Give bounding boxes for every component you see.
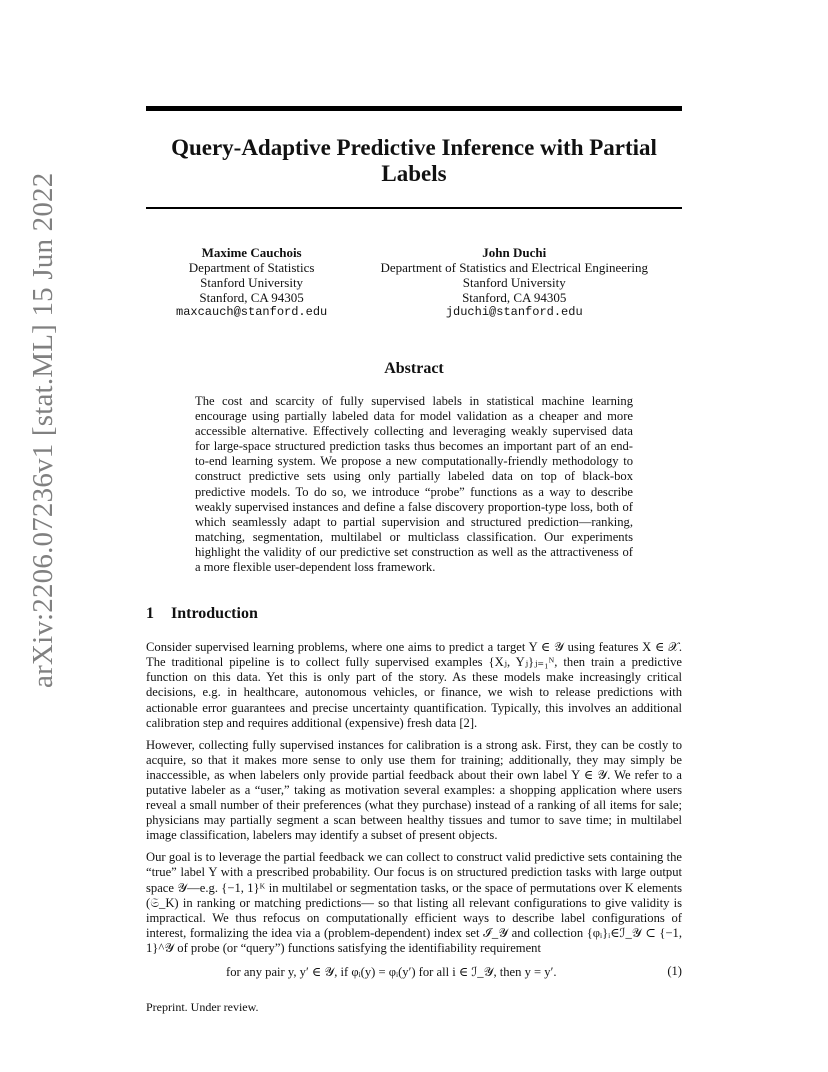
- author-university: Stanford University: [462, 275, 566, 290]
- equation-1: [146, 964, 682, 982]
- paper-title: Query-Adaptive Predictive Inference with Partial Labels: [171, 135, 657, 186]
- author-name: Maxime Cauchois: [201, 245, 302, 260]
- author-city: Stanford, CA 94305: [462, 290, 567, 305]
- equation-number: (1): [667, 964, 682, 978]
- author-2: [381, 245, 649, 320]
- author-1: [176, 245, 327, 320]
- intro-paragraph-3: Our goal is to leverage the partial feedback we can collect to construct valid predictive sets containing the “true” label Y with a prescribed probability. Our focus is on structured prediction tasks with large output space 𝒴—e.g. {−1, 1}ᴷ in multilabel or segmentation tasks, or the space of permutations over K elements (𝔖_K) in ranking or matching predictions— so that listing all relevant configurations to give validity is impractical. We thus refocus on computationally efficient ways to describe label configurations of interest, formalizing the idea via a (problem-dependent) index set ℐ_𝒴 and collection {φᵢ}ᵢ∈ℐ_𝒴 ⊂ {−1, 1}^𝒴 of probe (or “query”) functions satisfying the identifiability requirement: [146, 850, 682, 955]
- paper-page: [146, 106, 682, 1015]
- arxiv-id-text: arXiv:2206.07236v1 [stat.ML] 15 Jun 2022: [27, 172, 59, 688]
- preprint-footer: Preprint. Under review.: [146, 1000, 259, 1014]
- equation-text: for any pair y, y′ ∈ 𝒴, if φᵢ(y) = φᵢ(y′) for all i ∈ ℐ_𝒴, then y = y′.: [226, 965, 557, 979]
- arxiv-identifier-sidebar: [22, 172, 64, 688]
- author-department: Department of Statistics and Electrical Engineering: [380, 260, 648, 275]
- title-bottom-rule: [146, 207, 682, 209]
- author-email: jduchi@stanford.edu: [445, 305, 583, 319]
- intro-paragraph-1: Consider supervised learning problems, where one aims to predict a target Y ∈ 𝒴 using features X ∈ 𝒳. The traditional pipeline is to collect fully supervised examples {Xⱼ, Yⱼ}ⱼ₌₁ᴺ, then train a predictive function on this data. Yet this is only part of the story. As these models make increasingly critical decisions, e.g. in healthcare, autonomous vehicles, or finance, we wish to release predictions with actionable error guarantees and precise uncertainty quantification. Typically, this involves an additional calibration step and requires additional (expensive) fresh data [2].: [146, 640, 682, 730]
- author-name: John Duchi: [482, 245, 547, 260]
- section-title: Introduction: [171, 605, 258, 623]
- author-email: maxcauch@stanford.edu: [176, 305, 328, 319]
- author-university: Stanford University: [200, 275, 304, 290]
- intro-paragraph-2: However, collecting fully supervised instances for calibration is a strong ask. First, they can be costly to acquire, so that it makes more sense to only use them for training; additionally, they may simply be inaccessible, as when labelers only provide partial feedback about their own label Y ∈ 𝒴. We refer to a putative labeler as a “user,” taking as motivation several examples: a shopping application where users reveal a small number of their preferences (what they purchase) instead of a ranking of all items for sale; physicians may partially segment a scan between healthy tissues and tumor to save time; in multilabel image classification, labelers may identify a subset of present objects.: [146, 737, 682, 843]
- section-heading: [146, 605, 682, 623]
- section-number: 1: [146, 605, 154, 623]
- abstract-heading: Abstract: [384, 360, 444, 377]
- author-department: Department of Statistics: [188, 260, 315, 275]
- abstract-text: The cost and scarcity of fully supervised labels in statistical machine learning encourage using partially labeled data for model validation as a cheaper and more accessible alternative. Effectively collecting and leveraging weakly supervised data for large-space structured prediction tasks thus becomes an important part of an end-to-end learning system. We propose a new computationally-friendly methodology to construct predictive sets using only partially labeled data on top of black-box predictive models. To do so, we introduce “probe” functions as a way to describe weakly supervised instances and define a false discovery proportion-type loss, both of which seamlessly adapt to partial supervision and structured prediction—ranking, matching, segmentation, multilabel or multiclass classification. Our experiments highlight the validity of our predictive set construction as well as the attractiveness of a more flexible user-dependent loss framework.: [195, 394, 633, 575]
- author-city: Stanford, CA 94305: [199, 290, 304, 305]
- author-block: [146, 245, 682, 320]
- title-top-rule: [146, 106, 682, 111]
